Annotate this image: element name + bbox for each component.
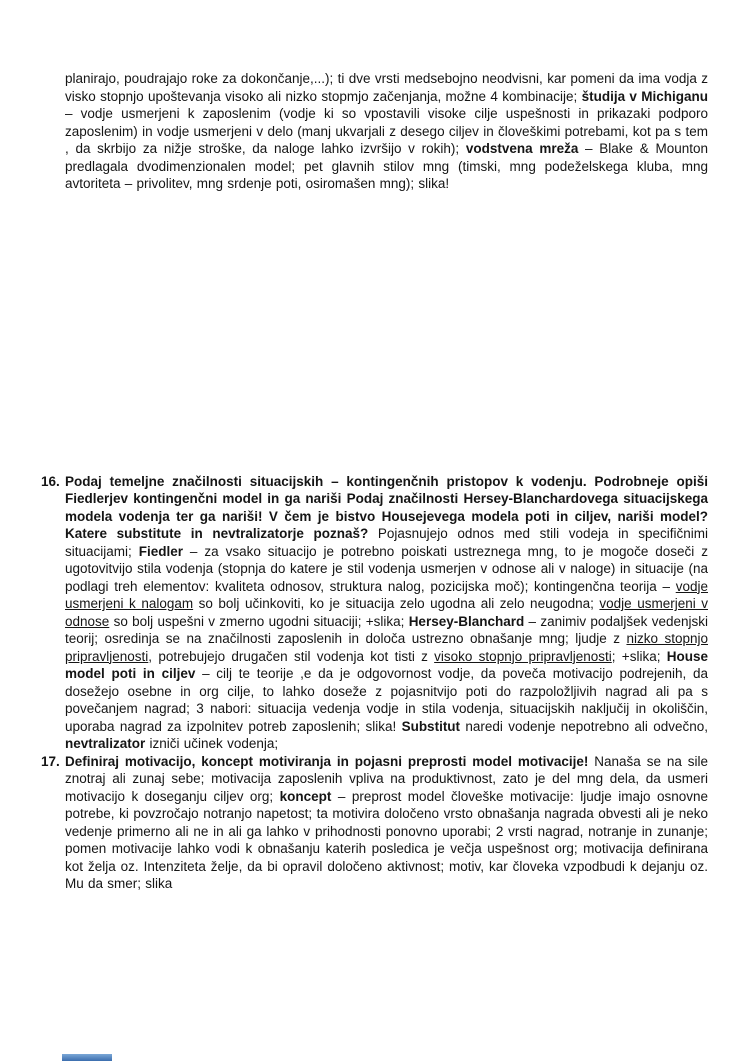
- question-number-16: 16.: [41, 473, 60, 489]
- intro-paragraph: [65, 70, 708, 193]
- text-segment: Podaj temeljne značilnosti situacijskih – kontingenčnih pristopov k vodenju. Podrobneje opiši Fiedlerjev kontingenčni model in ga nariši Podaj značilnosti Hersey-Blanchardovega situacijskega modela vodenja ter ga nariši! V čem je bistvo Housejevega modela poti in ciljev, nariši model? Katere substitute in nevtralizatorje poznaš?: [65, 473, 708, 541]
- text-segment: ; +slika;: [611, 648, 667, 664]
- next-page-image-sliver: [62, 1054, 112, 1061]
- text-segment: visoko stopnjo pripravljenosti: [434, 648, 612, 664]
- page-content: [41, 70, 709, 893]
- question-text-17: [65, 753, 708, 893]
- text-segment: naredi vodenje nepotrebno ali odvečno,: [460, 718, 708, 734]
- text-segment: planirajo, poudrajajo roke za dokončanje,...); ti dve vrsti medsebojno neodvisni, kar pomeni da ima vodja z visko stopnjo upoštevanja visoko ali nizko stopmjo začenjanja, možne 4 kombinacije;: [65, 71, 708, 104]
- text-segment: Pojasnujejo odnos med stili vodeja in specifičnimi situacijami;: [65, 526, 709, 559]
- text-segment: študija v Michiganu: [581, 88, 708, 104]
- text-segment: Hersey-Blanchard: [408, 613, 525, 629]
- text-segment: – vodje usmerjeni k zaposlenim (vodje ki so vpostavili visoke cilje uspešnosti in prikazaki podporo zaposlenim) in vodje usmerjeni v delo (manj ukvarjali z desego ciljev in človeškimi potrebami, kot pa s tem , da skrbijo za nižje stroške, da naloge lahko izvršijo v rokih);: [65, 106, 708, 156]
- text-segment: nevtralizator: [65, 736, 146, 751]
- question-item-17: [41, 753, 708, 893]
- text-segment: so bolj uspešni v zmerno ugodni situaciji; +slika;: [109, 613, 409, 629]
- text-segment: vodstvena mreža: [465, 141, 579, 156]
- text-segment: – Blake & Mounton predlagala dvodimenzionalen model; pet glavnih stilov mng (timski, mng podeželskega kluba, mng avtoriteta – privolitev, mng srdenje poti, osiromašen mng); slika!: [65, 141, 708, 191]
- question-number-17: 17.: [41, 753, 60, 769]
- text-segment: Nanaša se na sile znotraj ali zunaj sebe; motivacija zaposlenih vpliva na produktivnost, zato je del mng dela, da usmeri motivacijo k doseganju ciljev org;: [65, 753, 708, 804]
- text-segment: vodje usmerjeni k nalogam: [65, 578, 708, 611]
- text-segment: Fiedler: [138, 543, 183, 559]
- text-segment: – zanimiv podaljšek vedenjski teorij; osredinja se na značilnosti zaposlenih in določa ustrezno obnašanje mng; ljudje z: [65, 613, 708, 646]
- text-segment: Definiraj motivacijo, koncept motiviranja in pojasni preprosti model motivacije!: [65, 753, 589, 769]
- text-segment: , potrebujejo drugačen stil vodenja kot tisti z: [148, 648, 435, 664]
- text-segment: – za vsako situacijo je potrebno poiskati ustreznega mng, to je mogoče doseči z ugotovitvijo stila vodenja (stopnja do katere je stil vodenja usmerjen v odnose ali v naloge) in situacije (na podlagi treh elementov: kvaliteta odnosov, struktura nalog, pozicijska moč); kontingenčna teorija –: [65, 543, 708, 594]
- text-segment: – cilj te teorije ,e da je odgovornost vodje, da poveča motivacijo podrejenih, da dosežejo osebne in org cilje, to lahko doseže z pojasnitvijo poti do razpoložljivih nagrad ali pa s povečanjem nagrad; 3 nabori: situacija vedenja vodje in stila vodenja, situacijskih naključij in okoliščin, uporaba nagrad za izpolnitev potreb zaposlenih; slika!: [65, 666, 708, 734]
- text-segment: House model poti in ciljev: [65, 648, 708, 681]
- text-segment: – preprost model človeške motivacije: ljudje imajo osnovne potrebe, ki povzročajo notranjo napetost; ta motivira določeno vrsto obnašanja nagrada obvesti ali je neko vedenje primerno ali ne in ali ga lahko v prihodnosti ponovno uporabi; 2 vrsti nagrad, notranje in zunanje; pomen motivacije lahko vodi k obnašanju katerih posledica je večja uspešnost org; motivacija definirana kot želja oz. Intenziteta želje, da bi opravil določeno aktivnost; motiv, kar človeka vzpodbudi k dejanju oz. Mu da smer; slika: [65, 788, 708, 891]
- question-text-16: [65, 473, 708, 753]
- text-segment: vodje usmerjeni v odnose: [65, 596, 709, 629]
- text-segment: nizko stopnjo pripravljenosti: [65, 631, 708, 664]
- text-segment: Substitut: [401, 718, 461, 734]
- text-segment: koncept: [279, 788, 332, 804]
- text-segment: so bolj učinkoviti, ko je situacija zelo ugodna ali zelo neugodna;: [193, 596, 600, 611]
- text-segment: izniči učinek vodenja;: [145, 736, 279, 751]
- question-list: [41, 473, 709, 893]
- question-item-16: [41, 473, 709, 753]
